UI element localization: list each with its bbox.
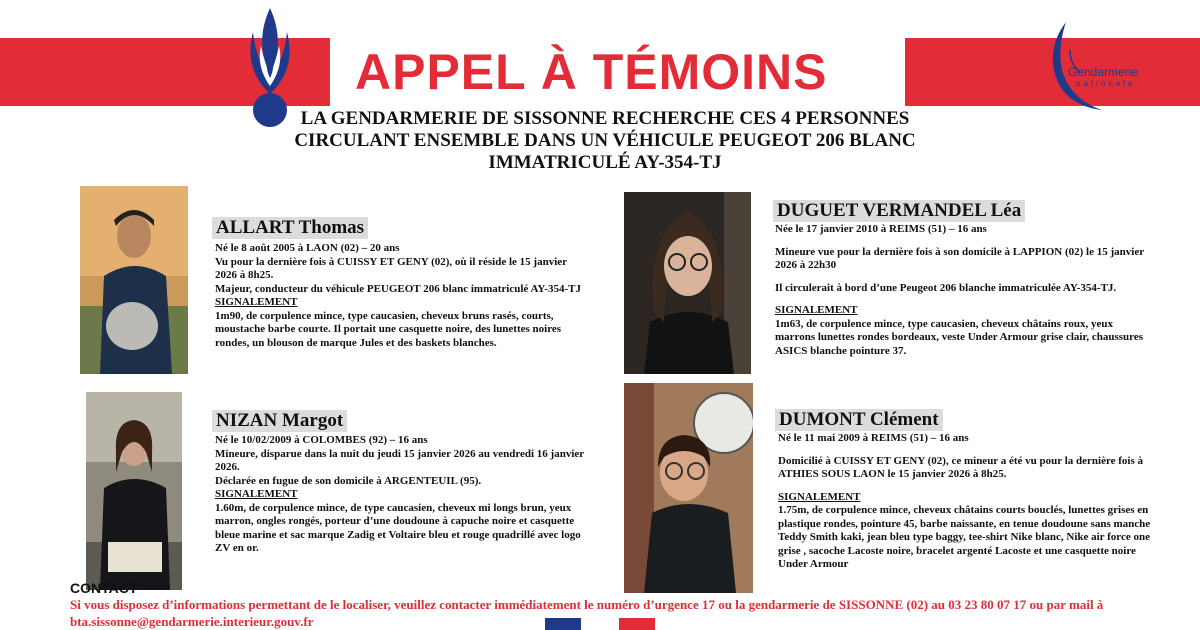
- person-name: DUGUET VERMANDEL Léa: [773, 200, 1025, 222]
- person-info: Majeur, conducteur du véhicule PEUGEOT 206 blanc immatriculé AY-354-TJ: [215, 282, 581, 295]
- person-info: Domicilié à CUISSY ET GENY (02), ce mineur a été vu pour la dernière fois à ATHIES SOUS LAON le 15 janvier 2026 à 8h25.: [778, 454, 1144, 480]
- person-born: Né le 8 août 2005 à LAON (02) – 20 ans: [215, 242, 400, 254]
- photo-dumont-clement: [624, 383, 753, 593]
- signalement-text: 1.75m, de corpulence mince, cheveux châtains courts bouclés, lunettes grises en plastique rondes, pointure 45, barbe naissante, en tenue doudoune sans manche Teddy Smith kaki, jean bleu type baggy, tee-shirt Nike blanc, Nike air force one grise , sacoche Lacoste noire, bracelet argenté Lacoste et une casquette noire Under Armour: [778, 504, 1151, 570]
- signalement-label: SIGNALEMENT: [215, 488, 298, 500]
- person-details: [778, 432, 1158, 572]
- person-info: Déclarée en fugue de son domicile à ARGENTEUIL (95).: [215, 474, 482, 487]
- signalement-label: SIGNALEMENT: [778, 490, 861, 503]
- person-born: Né le 10/02/2009 à COLOMBES (92) – 16 ans: [215, 434, 428, 446]
- photo-allart-thomas: [80, 186, 188, 374]
- page-title: APPEL À TÉMOINS: [355, 44, 828, 100]
- person-name: NIZAN Margot: [212, 410, 347, 432]
- person-details: [215, 434, 595, 556]
- subtitle-line: IMMATRICULÉ AY-354-TJ: [488, 152, 722, 173]
- french-flag-icon: [545, 618, 655, 630]
- person-info: Vu pour la dernière fois à CUISSY ET GENY (02), où il réside le 15 janvier 2026 à 8h25.: [215, 255, 567, 281]
- person-details: [215, 242, 590, 350]
- signalement-text: 1m90, de corpulence mince, type caucasien, cheveux bruns rasés, courts, moustache barbe courte. Il portait une casquette noire, des lunettes noires rondes, un blouson de marque Jules et des baskets blanches.: [215, 309, 562, 349]
- person-name: DUMONT Clément: [775, 409, 943, 431]
- contact-text: Si vous disposez d’informations permettant de le localiser, veuillez contacter immédiatement le numéro d’urgence 17 ou la gendarmerie de SISSONNE (02) au 03 23 80 07 17 ou par mail à bta.sissonne@gendarmerie.interieur.gouv.fr: [70, 597, 1104, 629]
- photo-nizan-margot: [86, 392, 182, 590]
- person-details: [775, 223, 1150, 358]
- signalement-label: SIGNALEMENT: [215, 296, 298, 308]
- logo-subtext: nationale: [1076, 79, 1136, 88]
- person-info: Mineure, disparue dans la nuit du jeudi 15 janvier 2026 au vendredi 16 janvier 2026.: [215, 447, 584, 473]
- subtitle-line: CIRCULANT ENSEMBLE DANS UN VÉHICULE PEUGEOT 206 BLANC: [294, 130, 916, 151]
- subtitle: [230, 108, 980, 174]
- signalement-text: 1m63, de corpulence mince, type caucasien, cheveux châtains roux, yeux marrons lunettes rondes bordeaux, veste Under Armour grise clair, chaussures ASICS blanche pointure 37.: [775, 317, 1143, 357]
- person-born: Née le 17 janvier 2010 à REIMS (51) – 16 ans: [775, 223, 987, 235]
- person-born: Né le 11 mai 2009 à REIMS (51) – 16 ans: [778, 432, 969, 444]
- person-info: Il circulerait à bord d’une Peugeot 206 blanche immatriculée AY-354-TJ.: [775, 281, 1117, 294]
- signalement-label: SIGNALEMENT: [775, 304, 858, 316]
- subtitle-line: LA GENDARMERIE DE SISSONNE RECHERCHE CES 4 PERSONNES: [300, 108, 910, 129]
- person-info: Mineure vue pour la dernière fois à son domicile à LAPPION (02) le 15 janvier 2026 à 22h30: [775, 245, 1144, 271]
- photo-duguet-vermandel-lea: [624, 192, 751, 374]
- signalement-text: 1.60m, de corpulence mince, de type caucasien, cheveux mi longs brun, yeux marron, ongles rongés, porteur d’une doudoune à capuche noire et casquette bleue marine et sac marque Zadig et Voltaire bleu et rouge quadrillé avec logo ZV en or.: [215, 501, 581, 554]
- contact-label: CONTACT: [70, 580, 138, 596]
- logo-text: Gendarmerie: [1068, 65, 1139, 79]
- person-name: ALLART Thomas: [212, 217, 368, 239]
